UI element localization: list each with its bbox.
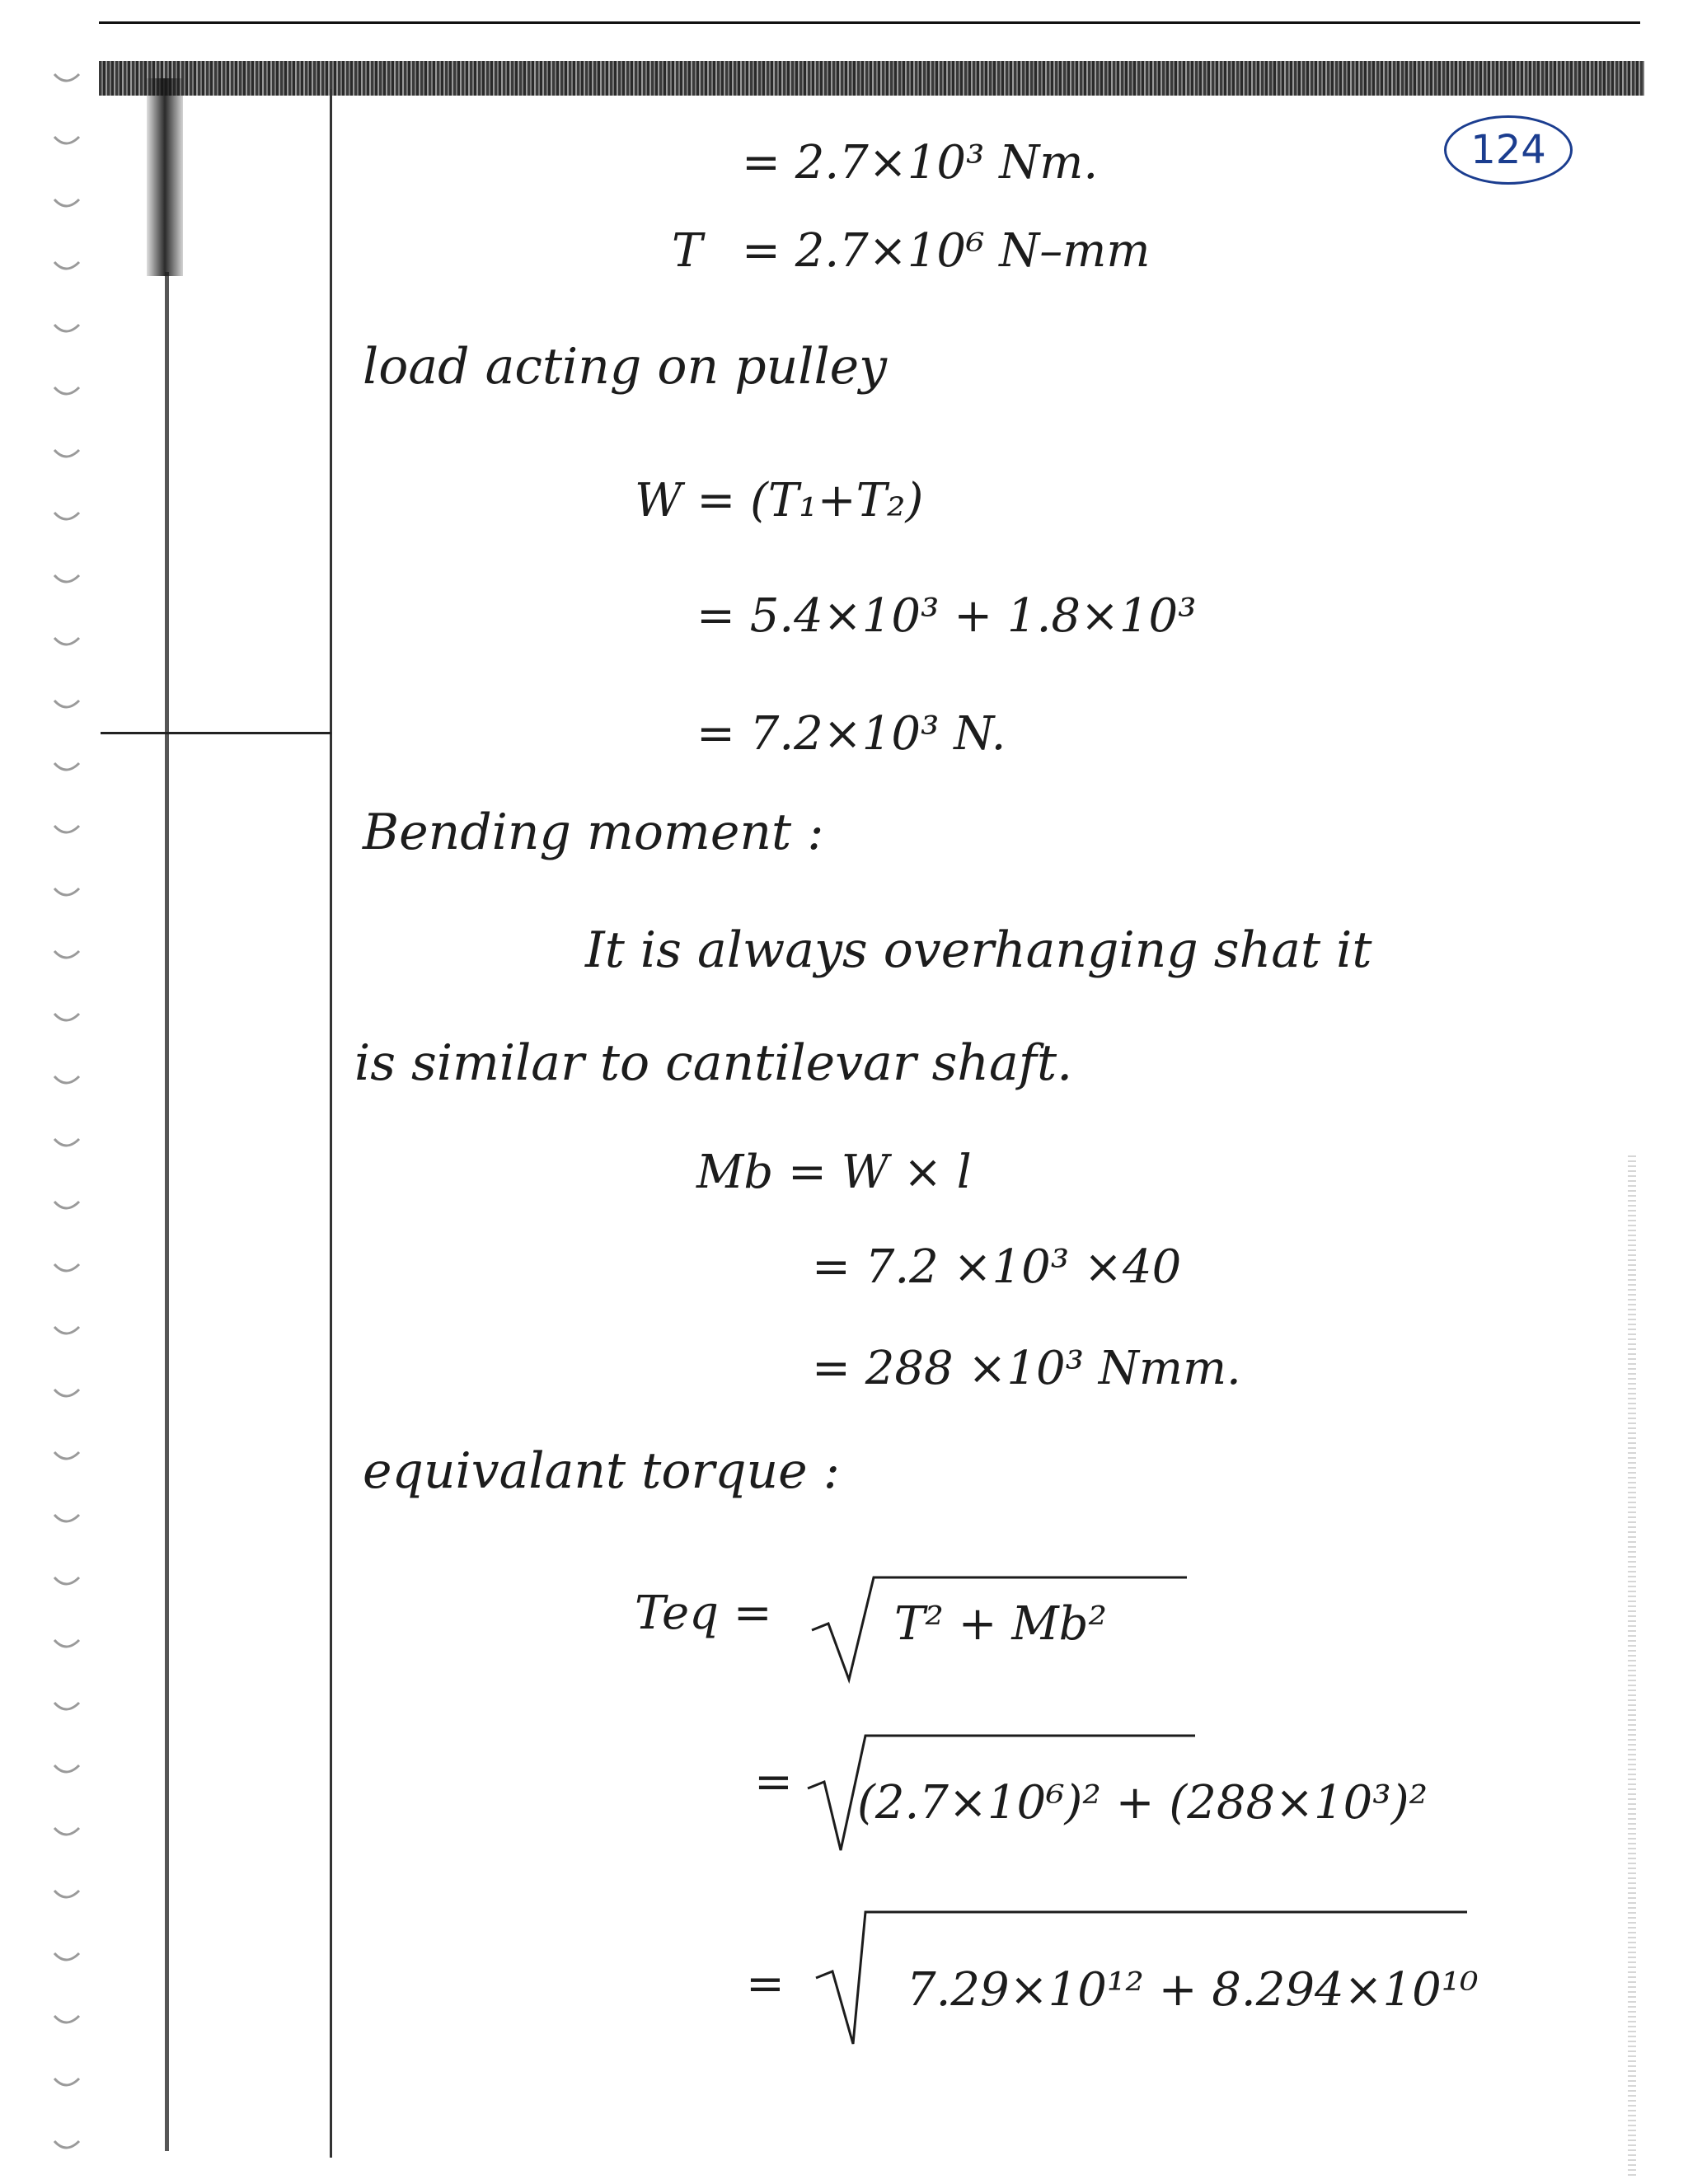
mb-value: = 288 ×10³ Nmm.: [812, 1342, 1241, 1395]
torque-lhs: T: [672, 224, 703, 278]
paragraph-line-1: It is always overhanging shat it: [585, 921, 1372, 979]
equals-2: =: [754, 1755, 793, 1809]
heading-bending: Bending moment :: [363, 804, 824, 861]
w-sum: = 5.4×10³ + 1.8×10³: [696, 589, 1197, 643]
mb-definition: Mb = W × l: [696, 1146, 972, 1199]
mb-substitution: = 7.2 ×10³ ×40: [812, 1240, 1182, 1294]
margin-tick: [101, 732, 331, 734]
sqrt-3: [816, 1904, 1492, 2048]
paragraph-line-2: is similar to cantilevar shaft.: [354, 1034, 1073, 1092]
torque-nm-line: = 2.7×10³ Nm.: [742, 136, 1099, 190]
radicand-2: (2.7×10⁶)² + (288×10³)²: [857, 1776, 1428, 1830]
sqrt-1: [812, 1572, 1191, 1688]
spiral-binding: [48, 66, 97, 2176]
page-number: 124: [1444, 115, 1573, 185]
torque-nmm-line: = 2.7×10⁶ N–mm: [742, 224, 1151, 278]
teq-lhs: Teq =: [635, 1586, 772, 1640]
heading-load: load acting on pulley: [363, 338, 888, 396]
radicand-1: T² + Mb²: [894, 1597, 1107, 1651]
heading-equivalent-torque: equivalant torque :: [363, 1442, 840, 1500]
margin-binding-line: [165, 272, 169, 2151]
w-definition: W = (T₁+T₂): [635, 474, 924, 527]
sqrt-2: [808, 1731, 1484, 1854]
top-rule: [99, 21, 1640, 24]
margin-shadow: [147, 78, 183, 276]
margin-rule: [330, 89, 332, 2158]
equals-3: =: [746, 1957, 785, 2011]
scan-right-edge: [1628, 1154, 1636, 2176]
radicand-3: 7.29×10¹² + 8.294×10¹⁰: [907, 1963, 1479, 2017]
w-value: = 7.2×10³ N.: [696, 707, 1006, 761]
